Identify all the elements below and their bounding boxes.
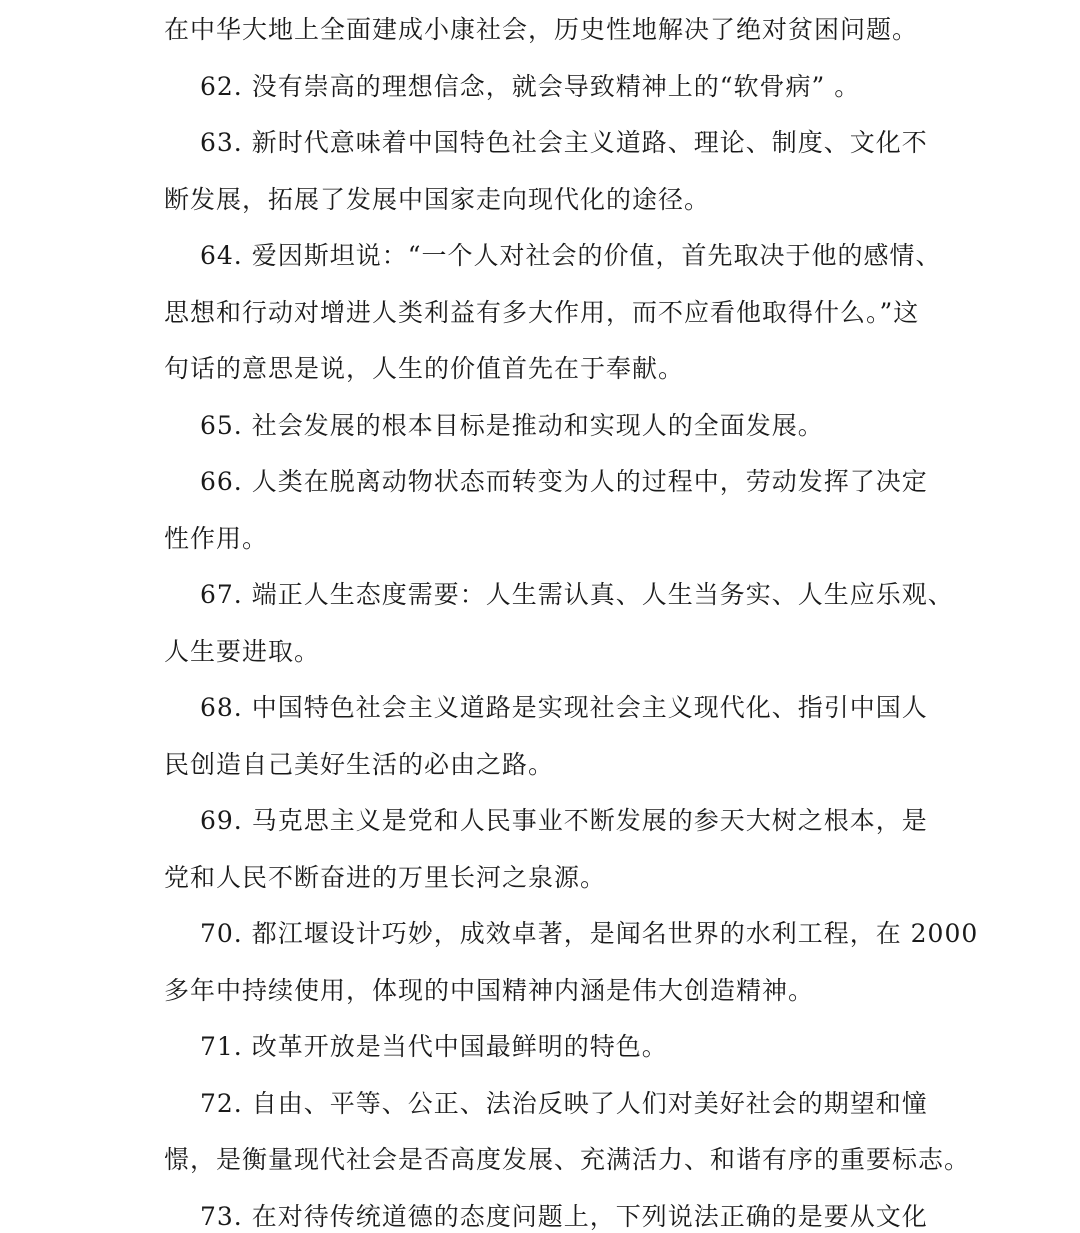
text-line: 66. 人类在脱离动物状态而转变为人的过程中，劳动发挥了决定 — [200, 467, 928, 496]
text-line: 73. 在对待传统道德的态度问题上，下列说法正确的是要从文化 — [200, 1202, 928, 1231]
text-line: 人生要进取。 — [164, 637, 321, 666]
text-line: 72. 自由、平等、公正、法治反映了人们对美好社会的期望和憧 — [200, 1089, 928, 1118]
text-line: 71. 改革开放是当代中国最鲜明的特色。 — [200, 1032, 668, 1061]
text-line: 多年中持续使用，体现的中国精神内涵是伟大创造精神。 — [164, 976, 815, 1005]
text-line: 69. 马克思主义是党和人民事业不断发展的参天大树之根本，是 — [200, 806, 928, 835]
text-line: 憬，是衡量现代社会是否高度发展、充满活力、和谐有序的重要标志。 — [164, 1145, 971, 1174]
text-line: 70. 都江堰设计巧妙，成效卓著，是闻名世界的水利工程，在 2000 — [200, 919, 979, 948]
text-line: 民创造自己美好生活的必由之路。 — [164, 750, 555, 779]
text-line: 断发展，拓展了发展中国家走向现代化的途径。 — [164, 185, 711, 214]
text-line: 65. 社会发展的根本目标是推动和实现人的全面发展。 — [200, 411, 824, 440]
text-line: 思想和行动对增进人类利益有多大作用，而不应看他取得什么。”这 — [164, 298, 920, 327]
text-line: 62. 没有崇高的理想信念，就会导致精神上的“软骨病” 。 — [200, 72, 861, 101]
text-line: 67. 端正人生态度需要：人生需认真、人生当务实、人生应乐观、 — [200, 580, 954, 609]
text-line: 64. 爱因斯坦说：“一个人对社会的价值，首先取决于他的感情、 — [200, 241, 942, 270]
text-line: 在中华大地上全面建成小康社会，历史性地解决了绝对贫困问题。 — [164, 15, 919, 44]
text-line: 句话的意思是说，人生的价值首先在于奉献。 — [164, 354, 685, 383]
text-line: 性作用。 — [164, 524, 269, 553]
text-line: 68. 中国特色社会主义道路是实现社会主义现代化、指引中国人 — [200, 693, 928, 722]
text-line: 党和人民不断奋进的万里长河之泉源。 — [164, 863, 607, 892]
text-line: 63. 新时代意味着中国特色社会主义道路、理论、制度、文化不 — [200, 128, 928, 157]
